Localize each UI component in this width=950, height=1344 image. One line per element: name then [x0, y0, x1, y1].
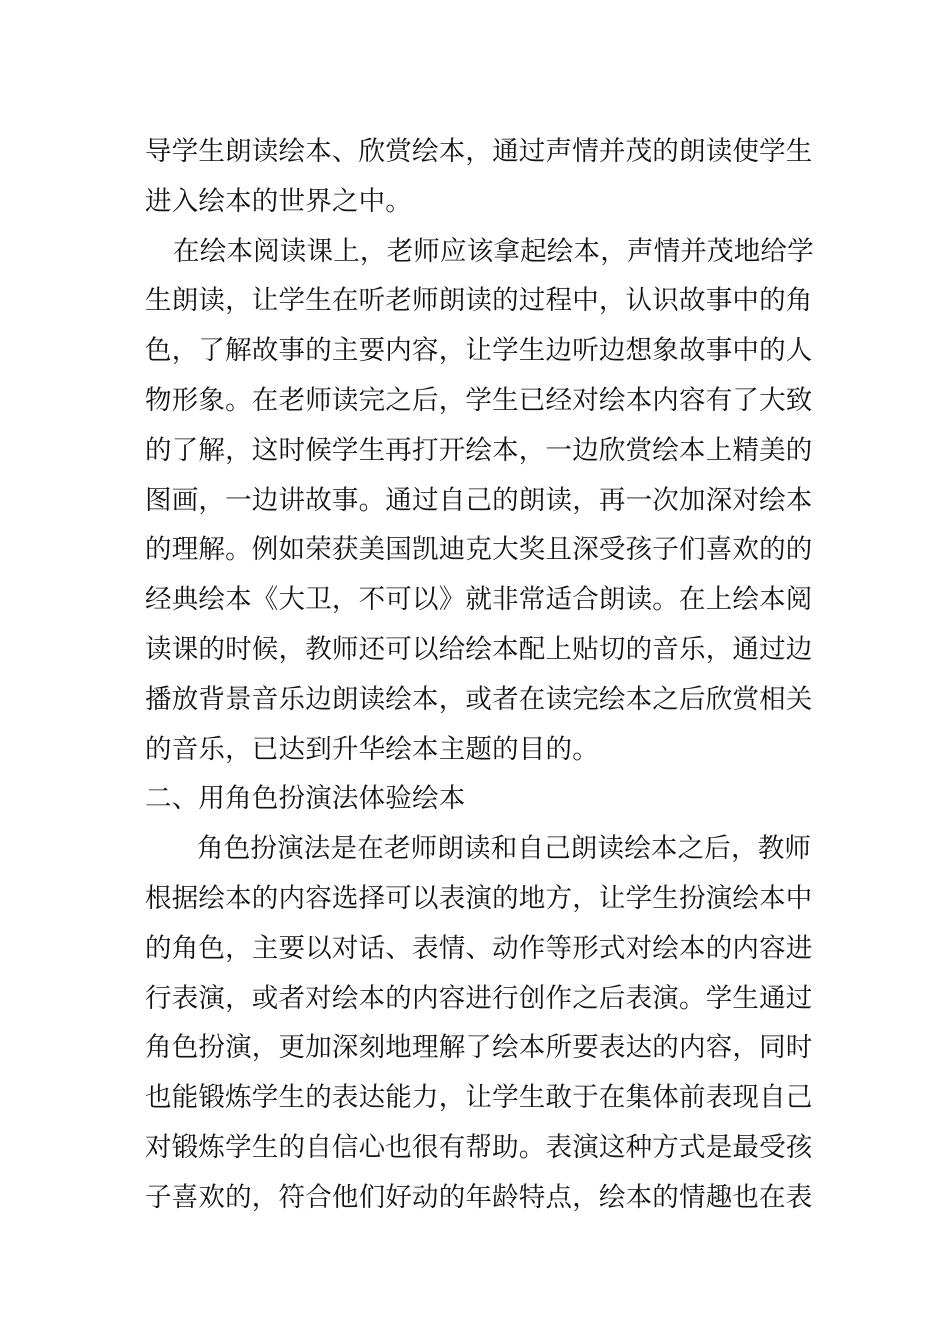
text-line: 的理解。例如荣获美国凯迪克大奖且深受孩子们喜欢的的 [145, 534, 813, 566]
text-line: 的角色，主要以对话、表情、动作等形式对绘本的内容进 [145, 932, 813, 964]
paragraph-start-line: 角色扮演法是在老师朗读和自己朗读绘本之后，教师 [197, 833, 812, 865]
text-line: 对锻炼学生的自信心也很有帮助。表演这种方式是最受孩 [145, 1131, 813, 1163]
text-line: 进入绘本的世界之中。 [145, 185, 412, 217]
text-line: 的音乐，已达到升华绘本主题的目的。 [145, 733, 599, 765]
text-line: 读课的时候，教师还可以给绘本配上贴切的音乐，通过边 [145, 633, 813, 665]
text-line: 行表演，或者对绘本的内容进行创作之后表演。学生通过 [145, 982, 813, 1014]
section-heading: 二、用角色扮演法体验绘本 [145, 783, 466, 815]
paragraph-start-line: 在绘本阅读课上，老师应该拿起绘本，声情并茂地给学 [173, 235, 814, 267]
text-line: 也能锻炼学生的表达能力，让学生敢于在集体前表现自己 [145, 1082, 813, 1114]
text-line: 物形象。在老师读完之后，学生已经对绘本内容有了大致 [145, 384, 813, 416]
text-line: 色，了解故事的主要内容，让学生边听边想象故事中的人 [145, 335, 813, 367]
text-line: 角色扮演，更加深刻地理解了绘本所要表达的内容，同时 [145, 1032, 813, 1064]
body-text [145, 127, 815, 1223]
text-line: 生朗读，让学生在听老师朗读的过程中，认识故事中的角 [145, 285, 813, 317]
text-line: 图画，一边讲故事。通过自己的朗读，再一次加深对绘本 [145, 484, 813, 516]
text-line: 经典绘本《大卫，不可以》就非常适合朗读。在上绘本阅 [145, 584, 813, 616]
text-line: 子喜欢的，符合他们好动的年龄特点，绘本的情趣也在表 [145, 1181, 813, 1213]
text-line: 导学生朗读绘本、欣赏绘本，通过声情并茂的朗读使学生 [145, 136, 813, 167]
text-line: 根据绘本的内容选择可以表演的地方，让学生扮演绘本中 [145, 882, 813, 914]
text-line: 播放背景音乐边朗读绘本，或者在读完绘本之后欣赏相关 [145, 683, 813, 715]
text-line: 的了解，这时候学生再打开绘本，一边欣赏绘本上精美的 [145, 434, 813, 466]
